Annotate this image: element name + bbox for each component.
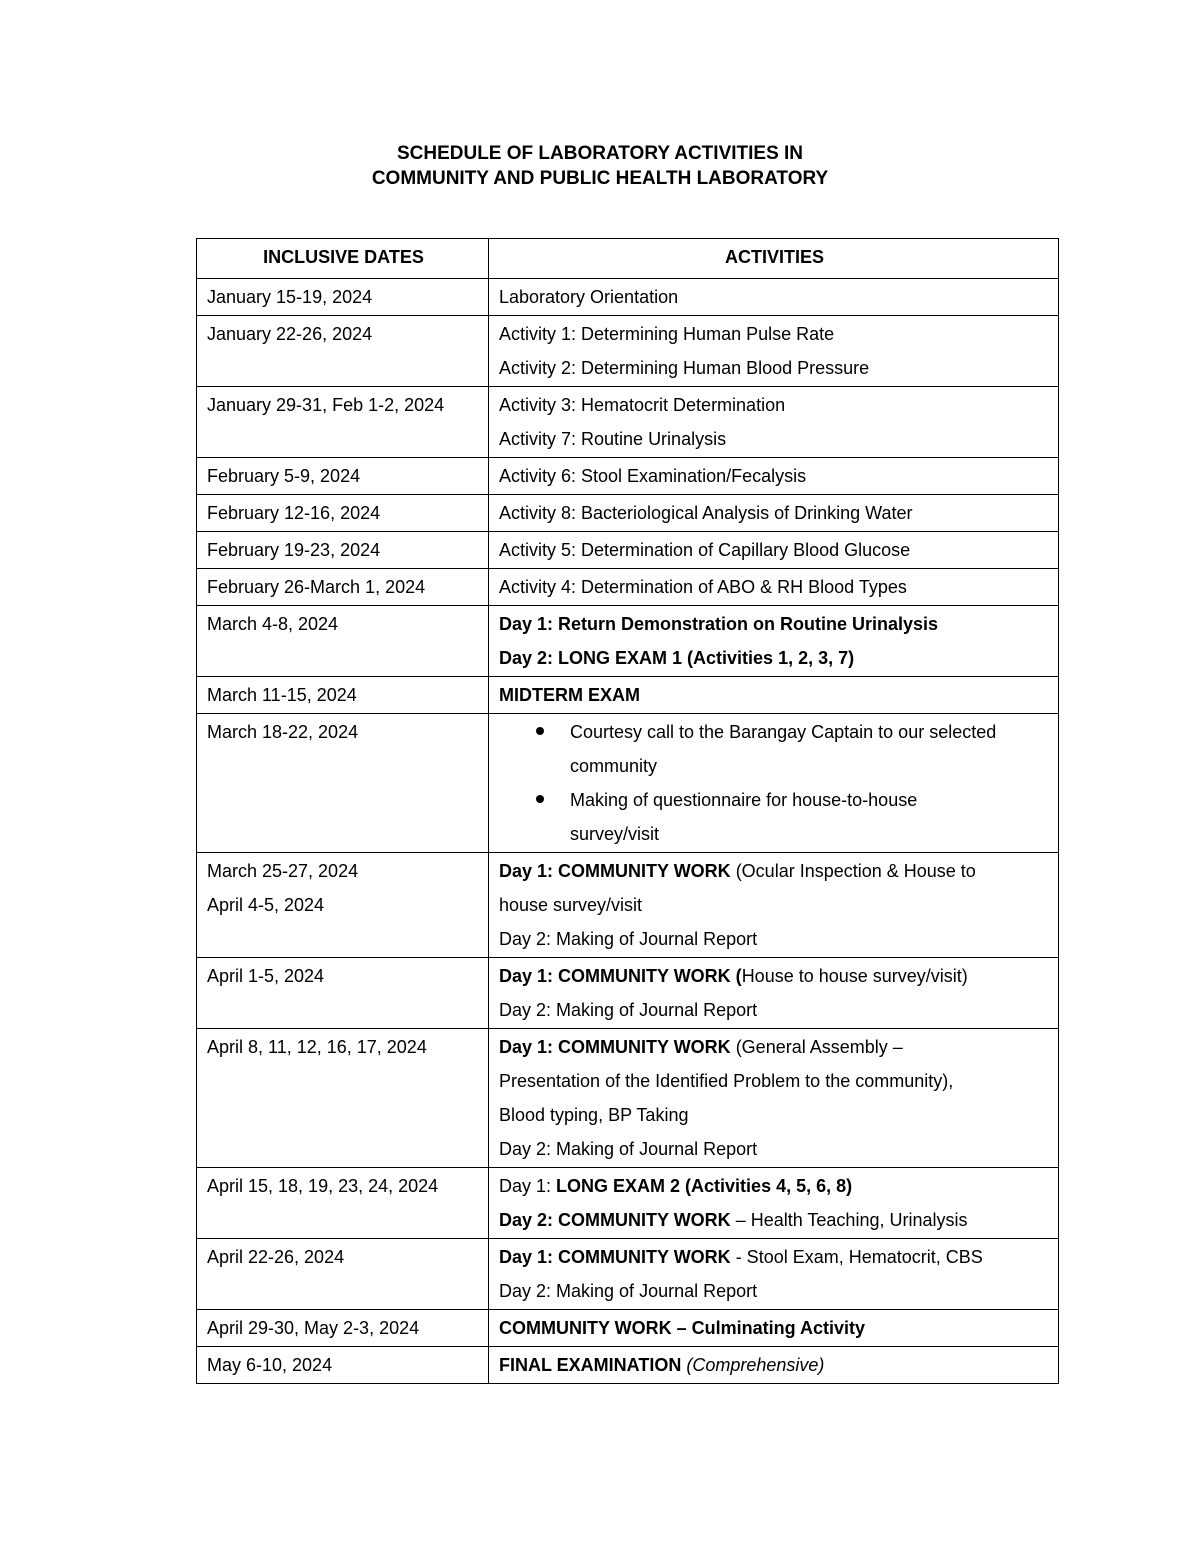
activity-cell	[489, 853, 1059, 958]
activity-text: LONG EXAM 2 (Activities 4, 5, 6, 8)	[556, 1176, 853, 1196]
activity-text: Activity 1: Determining Human Pulse Rate	[499, 324, 835, 344]
date-cell	[197, 458, 489, 495]
activity-text: Day 2: LONG EXAM 1 (Activities 1, 2, 3, 7)	[499, 648, 855, 668]
activity-text: house survey/visit	[499, 895, 643, 915]
activity-line	[499, 280, 1050, 314]
activity-text: Day 1: COMMUNITY WORK (	[499, 966, 742, 986]
activity-line	[499, 1203, 1050, 1237]
date-text: February 5-9, 2024	[207, 466, 361, 486]
date-text: May 6-10, 2024	[207, 1355, 333, 1375]
activity-cell	[489, 1310, 1059, 1347]
activity-line	[499, 641, 1050, 675]
activity-text: survey/visit	[570, 824, 660, 844]
activity-text: Presentation of the Identified Problem to the community),	[499, 1071, 954, 1091]
activity-text: Laboratory Orientation	[499, 287, 679, 307]
title-line-1: SCHEDULE OF LABORATORY ACTIVITIES IN	[396, 143, 804, 164]
activity-text: Courtesy call to the Barangay Captain to our selected	[570, 722, 997, 742]
date-cell	[197, 606, 489, 677]
title-line-2: COMMUNITY AND PUBLIC HEALTH LABORATORY	[371, 168, 829, 189]
table-row	[197, 1168, 1059, 1239]
table-row	[197, 958, 1059, 1029]
activity-text: Day 1: COMMUNITY WORK	[499, 1037, 731, 1057]
activity-cell	[489, 458, 1059, 495]
activity-cell	[489, 495, 1059, 532]
activity-line	[499, 959, 1050, 993]
activity-text: Day 1:	[499, 1176, 557, 1196]
table-row	[197, 1310, 1059, 1347]
activity-text: Blood typing, BP Taking	[499, 1105, 689, 1125]
activity-cell	[489, 714, 1059, 853]
date-text: April 8, 11, 12, 16, 17, 2024	[207, 1037, 427, 1057]
activity-text: Day 2: COMMUNITY WORK	[499, 1210, 731, 1230]
activity-text: Day 2: Making of Journal Report	[499, 929, 758, 949]
activity-text: Activity 2: Determining Human Blood Pressure	[499, 358, 870, 378]
activity-cell	[489, 316, 1059, 387]
date-cell	[197, 1239, 489, 1310]
date-text: March 4-8, 2024	[207, 614, 339, 634]
activity-bullet-item	[570, 783, 1050, 851]
table-row	[197, 316, 1059, 387]
date-cell	[197, 569, 489, 606]
activity-text: Activity 4: Determination of ABO & RH Blood Types	[499, 577, 907, 597]
activity-cell	[489, 532, 1059, 569]
table-row	[197, 1347, 1059, 1384]
activity-text: MIDTERM EXAM	[499, 685, 640, 705]
date-cell	[197, 316, 489, 387]
table-row	[197, 853, 1059, 958]
activity-line	[499, 922, 1050, 956]
table-row	[197, 279, 1059, 316]
activity-text: Activity 3: Hematocrit Determination	[499, 395, 786, 415]
activity-line	[499, 607, 1050, 641]
date-text: April 1-5, 2024	[207, 966, 325, 986]
activity-text: Day 2: Making of Journal Report	[499, 1000, 758, 1020]
activity-text: Day 1: COMMUNITY WORK	[499, 861, 731, 881]
date-text: January 29-31, Feb 1-2, 2024	[207, 395, 445, 415]
activity-text: – Health Teaching, Urinalysis	[730, 1210, 968, 1230]
date-cell	[197, 1310, 489, 1347]
activity-line	[499, 854, 1050, 888]
activity-line	[499, 678, 1050, 712]
activity-line	[499, 1311, 1050, 1345]
activity-text: House to house survey/visit)	[741, 966, 968, 986]
activity-line	[499, 993, 1050, 1027]
schedule-table	[196, 238, 1059, 1384]
activity-line	[499, 888, 1050, 922]
table-row	[197, 458, 1059, 495]
activity-text: FINAL EXAMINATION	[499, 1355, 682, 1375]
activity-cell	[489, 958, 1059, 1029]
activity-line	[499, 570, 1050, 604]
activity-cell	[489, 1168, 1059, 1239]
date-text: February 19-23, 2024	[207, 540, 381, 560]
activity-cell	[489, 606, 1059, 677]
activity-text: Activity 6: Stool Examination/Fecalysis	[499, 466, 807, 486]
activity-line	[499, 496, 1050, 530]
date-cell	[197, 853, 489, 958]
date-cell	[197, 677, 489, 714]
date-text: March 25-27, 2024	[207, 861, 359, 881]
date-text: January 22-26, 2024	[207, 324, 373, 344]
table-row	[197, 677, 1059, 714]
date-cell	[197, 1029, 489, 1168]
activity-line	[499, 1098, 1050, 1132]
date-text: April 29-30, May 2-3, 2024	[207, 1318, 420, 1338]
date-text: February 26-March 1, 2024	[207, 577, 426, 597]
activity-text: Day 1: COMMUNITY WORK	[499, 1247, 731, 1267]
activity-text: (General Assembly –	[730, 1037, 903, 1057]
activity-text: (Comprehensive)	[681, 1355, 825, 1375]
activity-cell	[489, 677, 1059, 714]
date-text: March 11-15, 2024	[207, 685, 357, 705]
date-cell	[197, 279, 489, 316]
activity-text: Day 2: Making of Journal Report	[499, 1139, 758, 1159]
date-text: April 4-5, 2024	[207, 895, 325, 915]
activity-line	[499, 351, 1050, 385]
activity-cell	[489, 1239, 1059, 1310]
date-cell	[197, 495, 489, 532]
document-title	[0, 141, 1200, 191]
date-cell	[197, 1168, 489, 1239]
table-row	[197, 495, 1059, 532]
activity-line	[499, 1064, 1050, 1098]
activity-text: Activity 5: Determination of Capillary Blood Glucose	[499, 540, 911, 560]
activity-line	[499, 1132, 1050, 1166]
table-header-row	[197, 239, 1059, 279]
activity-line	[499, 533, 1050, 567]
activity-text: Activity 7: Routine Urinalysis	[499, 429, 727, 449]
activity-line	[499, 1030, 1050, 1064]
table-row	[197, 714, 1059, 853]
activity-line	[499, 422, 1050, 456]
activity-cell	[489, 387, 1059, 458]
date-cell	[197, 1347, 489, 1384]
activity-cell	[489, 1347, 1059, 1384]
header-inclusive-dates: INCLUSIVE DATES	[197, 239, 489, 279]
activity-cell	[489, 569, 1059, 606]
activity-text: Making of questionnaire for house-to-house	[570, 790, 918, 810]
activity-line	[499, 317, 1050, 351]
date-cell	[197, 532, 489, 569]
date-text: March 18-22, 2024	[207, 722, 359, 742]
activity-bullet-list	[499, 715, 1050, 851]
activity-line	[499, 388, 1050, 422]
date-text: January 15-19, 2024	[207, 287, 373, 307]
table-row	[197, 387, 1059, 458]
activity-text: community	[570, 756, 658, 776]
date-text: February 12-16, 2024	[207, 503, 381, 523]
header-activities: ACTIVITIES	[489, 239, 1059, 279]
activity-bullet-item	[570, 715, 1050, 783]
activity-line	[499, 1274, 1050, 1308]
activity-text: - Stool Exam, Hematocrit, CBS	[730, 1247, 983, 1267]
date-text: April 15, 18, 19, 23, 24, 2024	[207, 1176, 439, 1196]
activity-cell	[489, 279, 1059, 316]
activity-text: Day 1: Return Demonstration on Routine Urinalysis	[499, 614, 939, 634]
table-row	[197, 1029, 1059, 1168]
table-row	[197, 1239, 1059, 1310]
date-text: April 22-26, 2024	[207, 1247, 345, 1267]
activity-line	[499, 459, 1050, 493]
activity-cell	[489, 1029, 1059, 1168]
activity-line	[499, 1240, 1050, 1274]
activity-line	[499, 1169, 1050, 1203]
table-row	[197, 532, 1059, 569]
activity-text: Day 2: Making of Journal Report	[499, 1281, 758, 1301]
date-cell	[197, 714, 489, 853]
activity-line	[499, 1348, 1050, 1382]
activity-text: Activity 8: Bacteriological Analysis of Drinking Water	[499, 503, 913, 523]
date-cell	[197, 387, 489, 458]
table-row	[197, 569, 1059, 606]
date-cell	[197, 958, 489, 1029]
table-row	[197, 606, 1059, 677]
schedule-table-body	[197, 279, 1059, 1384]
activity-text: COMMUNITY WORK – Culminating Activity	[499, 1318, 866, 1338]
activity-text: (Ocular Inspection & House to	[730, 861, 976, 881]
